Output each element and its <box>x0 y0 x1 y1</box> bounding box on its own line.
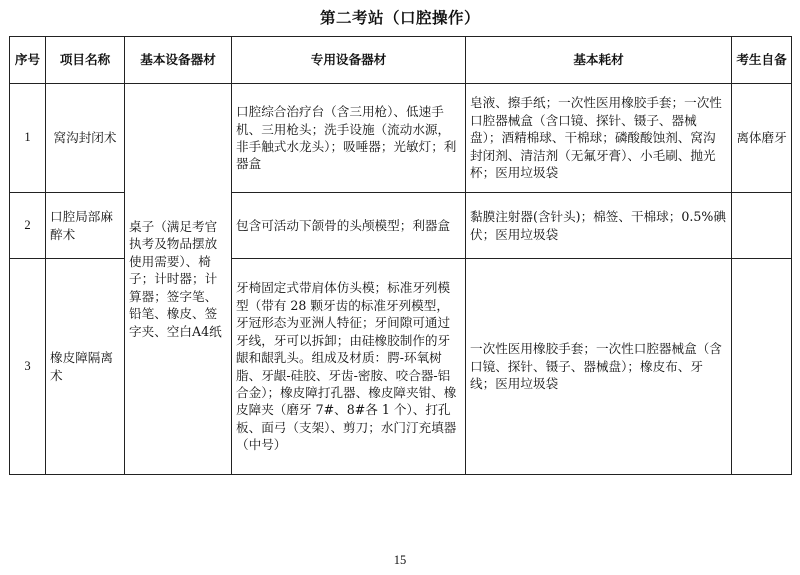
header-special-equipment: 专用设备器材 <box>232 37 466 84</box>
consumables-cell: 一次性医用橡胶手套；一次性口腔器械盒（含口镜、探针、镊子、器械盘）；橡皮布、牙线；医用垃圾袋 <box>466 259 732 475</box>
project-name: 窝沟封闭术 <box>53 130 117 146</box>
self-provided-cell: 离体磨牙 <box>732 84 792 193</box>
project-name-cell <box>46 193 125 259</box>
consumables-cell: 黏膜注射器(含针头)；棉签、干棉球；0.5%碘伏；医用垃圾袋 <box>466 193 732 259</box>
header-consumables: 基本耗材 <box>466 37 732 84</box>
header-project-name: 项目名称 <box>46 37 125 84</box>
project-name: 橡皮障隔离术 <box>50 350 113 383</box>
header-basic-equipment: 基本设备器材 <box>125 37 232 84</box>
table-header-row <box>10 37 792 84</box>
header-seq: 序号 <box>10 37 46 84</box>
special-equipment-cell: 牙椅固定式带肩体仿头模；标准牙列模型（带有 28 颗牙齿的标准牙列模型，牙冠形态为亚洲人特征；牙间隙可通过牙线，牙可以拆卸；由硅橡胶制作的牙龈和龈乳头。组成及材质：腭-环氧树脂、牙龈-硅胶、牙齿-密胺、咬合器-铝合金）；橡皮障打孔器、橡皮障夹钳、橡皮障夹（磨牙 7#、8#各 1 个）、打孔板、面弓（支架）、剪刀；水门汀充填器（中号） <box>232 259 466 475</box>
project-name-cell <box>46 259 125 475</box>
row-number: 2 <box>10 193 46 259</box>
page-title: 第二考站（口腔操作） <box>319 9 480 27</box>
page-number: 15 <box>393 553 407 567</box>
special-equipment-cell: 包含可活动下颌骨的头颅模型；利器盒 <box>232 193 466 259</box>
row-number: 1 <box>10 84 46 193</box>
row-number: 3 <box>10 259 46 475</box>
special-equipment-cell: 口腔综合治疗台（含三用枪）、低速手机、三用枪头；洗手设施（流动水源，非手触式水龙头）；吸唾器；光敏灯；利器盒 <box>232 84 466 193</box>
table-row <box>10 84 792 193</box>
basic-equipment-cell: 桌子（满足考官执考及物品摆放使用需要）、椅子；计时器；计算器；签字笔、铅笔、橡皮、签字夹、空白A4纸 <box>125 84 232 475</box>
project-name-cell <box>46 84 125 193</box>
consumables-cell: 皂液、擦手纸；一次性医用橡胶手套；一次性口腔器械盒（含口镜、探针、镊子、器械盘）；酒精棉球、干棉球；磷酸酸蚀剂、窝沟封闭剂、清洁剂（无氟牙膏）、小毛刷、抛光杯；医用垃圾袋 <box>466 84 732 193</box>
equipment-table <box>9 36 792 475</box>
project-name: 口腔局部麻醉术 <box>50 209 113 242</box>
self-provided-cell <box>732 193 792 259</box>
header-self-provided: 考生自备 <box>732 37 792 84</box>
self-provided-cell <box>732 259 792 475</box>
